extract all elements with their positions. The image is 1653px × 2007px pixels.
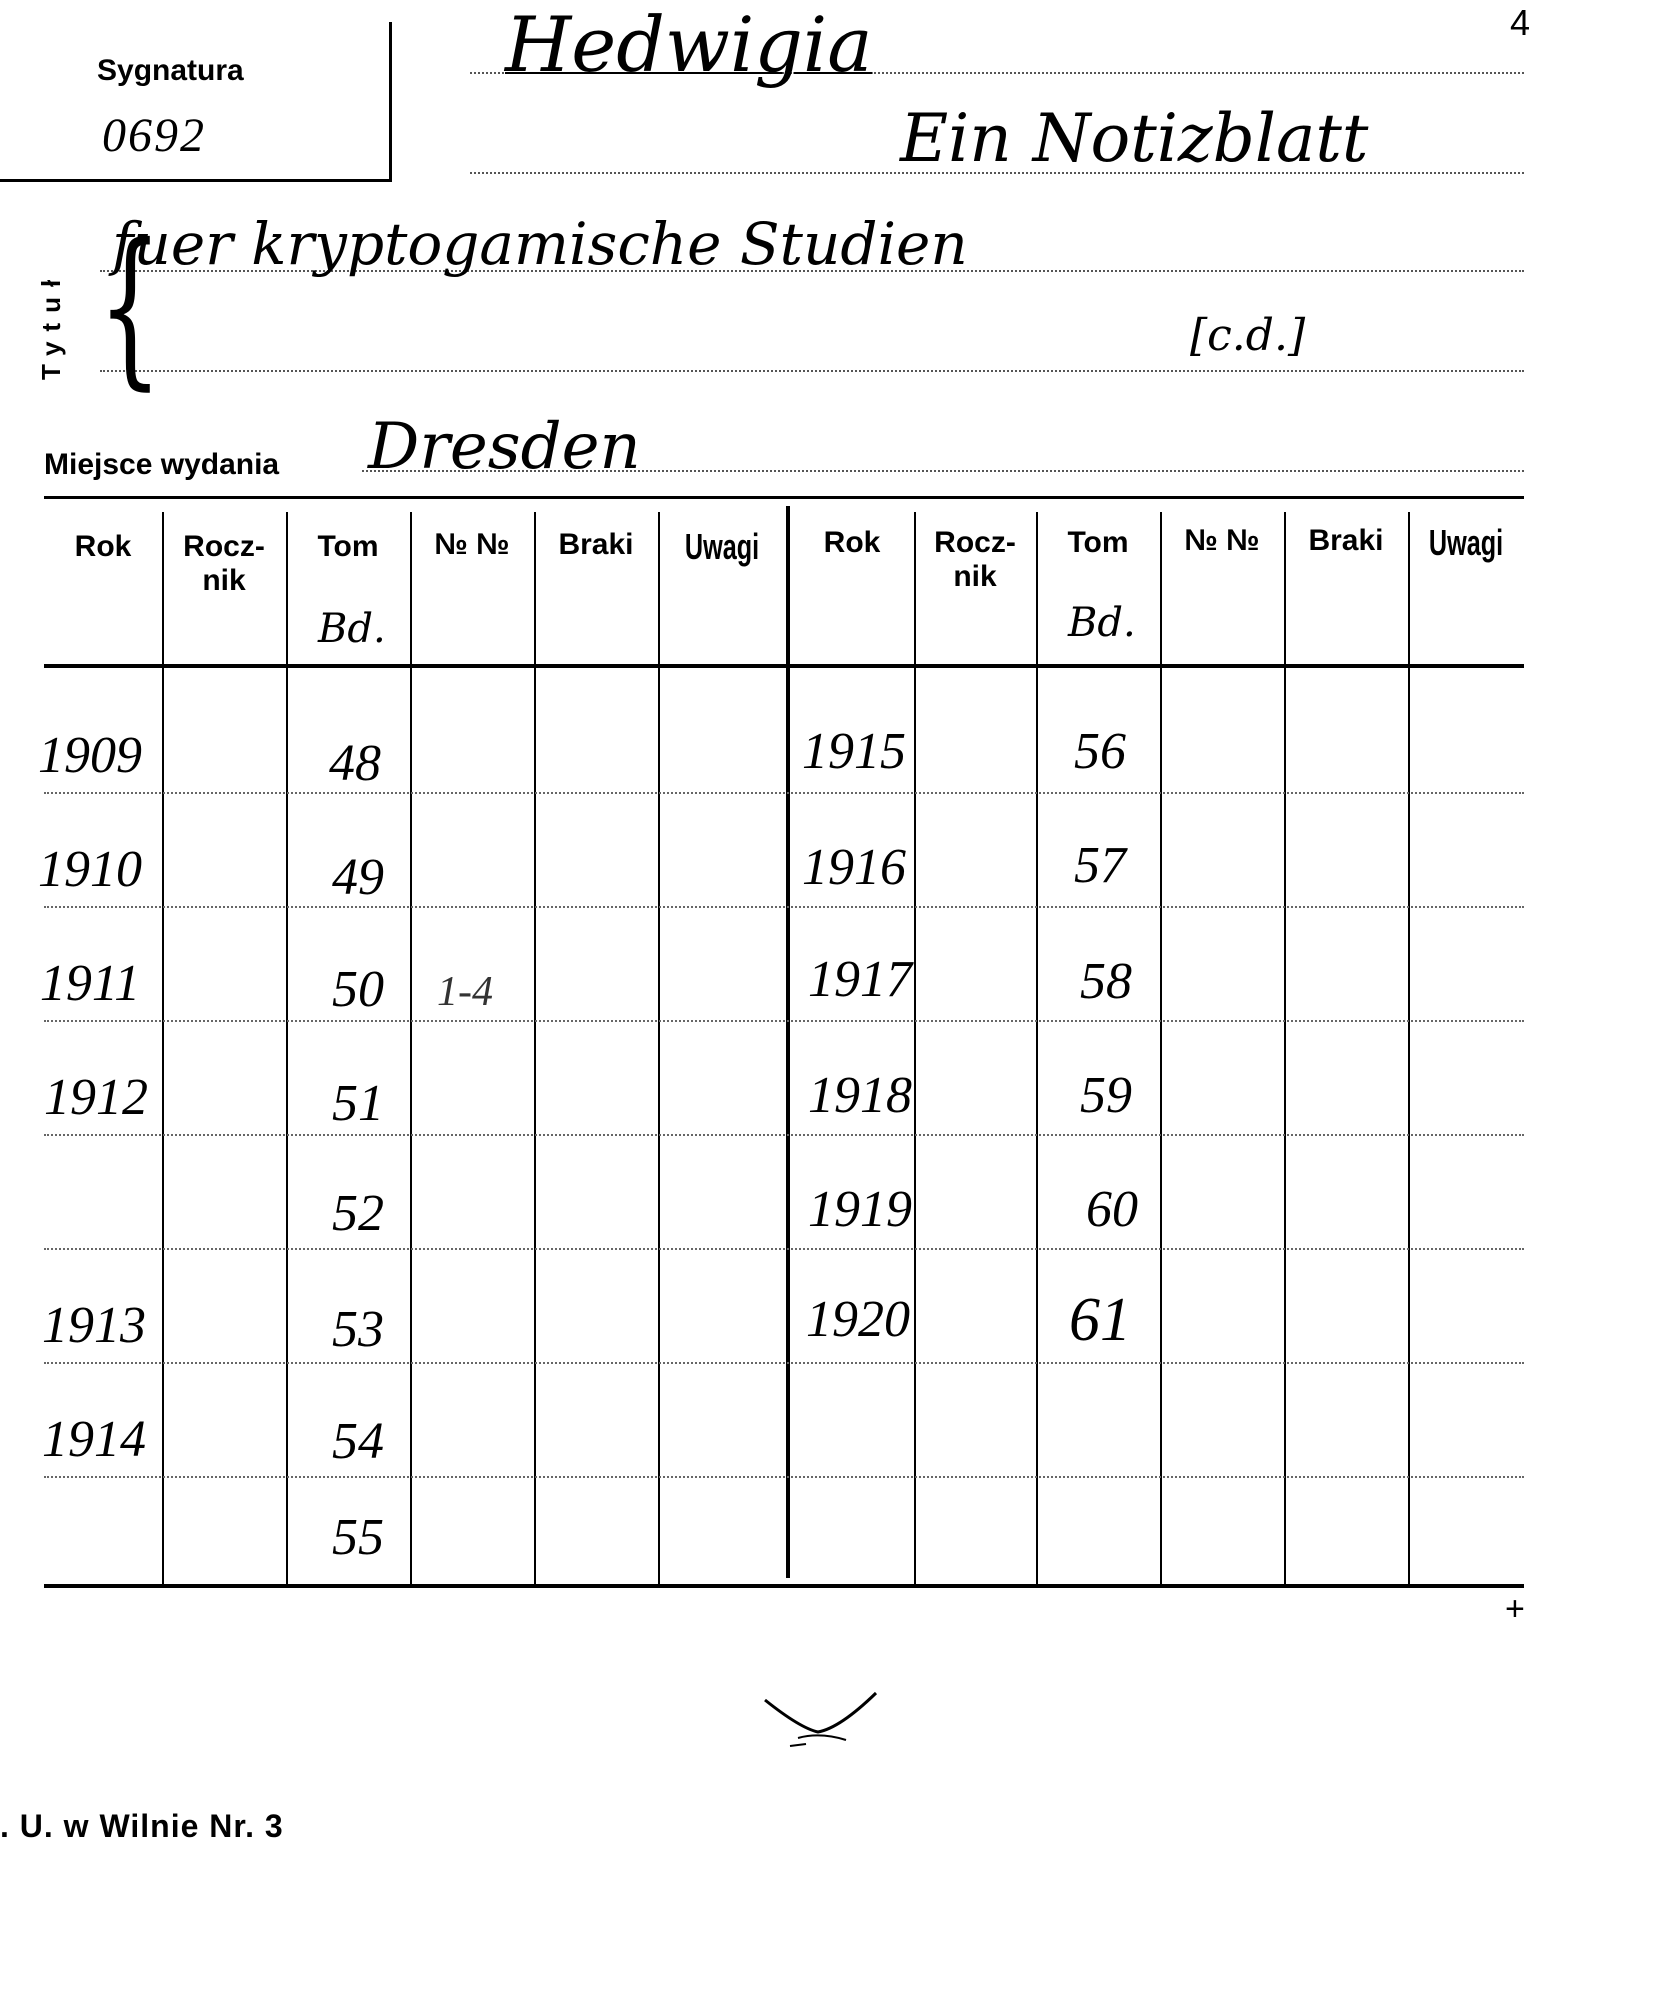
- header-uwagi-right: Uwagi: [1428, 522, 1504, 563]
- left-row-4-tom: 51: [332, 1075, 384, 1132]
- header-rok-right: Rok: [823, 526, 881, 559]
- right-row-3-rok: 1917: [808, 951, 912, 1008]
- signature-label: Sygnatura: [97, 54, 244, 87]
- left-row-5-tom: 52: [332, 1185, 384, 1242]
- title-subtitle-line1: Ein Notizblatt: [900, 100, 1369, 177]
- col-divider: [1036, 512, 1038, 1584]
- place-label: Miejsce wydania: [44, 448, 280, 481]
- signature-value: 0692: [102, 109, 206, 162]
- left-row-7-rok: 1914: [42, 1411, 146, 1468]
- table-top-rule: [44, 496, 1524, 499]
- header-rocznik-right-1: Rocz-: [934, 526, 1016, 559]
- header-numery-right: № №: [1184, 524, 1260, 557]
- row-line: [44, 1476, 1524, 1478]
- col-divider: [286, 512, 288, 1584]
- title-continuation: [c.d.]: [1190, 310, 1306, 361]
- plus-mark: +: [1505, 1590, 1525, 1628]
- right-row-2-rok: 1916: [802, 839, 906, 896]
- header-rok: Rok: [74, 530, 132, 563]
- left-row-2-rok: 1910: [38, 841, 142, 898]
- col-divider: [914, 512, 916, 1584]
- row-line: [44, 1248, 1524, 1250]
- table-header-rule: [44, 664, 1524, 668]
- title-brace: {: [97, 208, 163, 406]
- title-subtitle-line2: fuer kryptogamische Studien: [112, 210, 968, 278]
- title-main: Hedwigia: [505, 0, 873, 89]
- right-row-5-rok: 1919: [808, 1181, 912, 1238]
- ink-flourish: [760, 1688, 880, 1758]
- table-bottom-rule: [44, 1584, 1524, 1588]
- header-braki: Braki: [558, 528, 634, 561]
- left-row-2-tom: 49: [332, 849, 384, 906]
- header-braki-right: Braki: [1308, 524, 1384, 557]
- left-row-3-rok: 1911: [39, 955, 141, 1012]
- right-row-4-rok: 1918: [808, 1067, 912, 1124]
- header-rocznik-2: nik: [202, 564, 246, 597]
- header-tom: Tom: [317, 530, 379, 563]
- left-row-1-rok: 1909: [38, 727, 142, 784]
- right-row-2-tom: 57: [1074, 837, 1126, 894]
- right-row-5-tom: 60: [1086, 1181, 1138, 1238]
- corner-mark: 4: [1510, 2, 1531, 43]
- right-row-3-tom: 58: [1080, 953, 1132, 1010]
- header-bd: Bd.: [318, 606, 386, 652]
- left-row-1-tom: 48: [329, 735, 381, 792]
- left-row-8-tom: 55: [332, 1509, 384, 1566]
- left-row-3-nr: 1-4: [437, 969, 493, 1015]
- col-divider: [1160, 512, 1162, 1584]
- title-label: Tytuł: [36, 269, 66, 380]
- header-tom-right: Tom: [1067, 526, 1129, 559]
- left-row-7-tom: 54: [332, 1413, 384, 1470]
- row-line: [44, 906, 1524, 908]
- header-rocznik-right-2: nik: [953, 560, 997, 593]
- left-row-6-tom: 53: [332, 1301, 384, 1358]
- place-value: Dresden: [368, 410, 641, 484]
- left-row-6-rok: 1913: [42, 1297, 146, 1354]
- right-row-1-tom: 56: [1074, 723, 1126, 780]
- left-row-4-rok: 1912: [44, 1069, 148, 1126]
- header-rocznik-1: Rocz-: [183, 530, 265, 563]
- row-line: [44, 792, 1524, 794]
- col-divider: [1408, 512, 1410, 1584]
- header-bd-right: Bd.: [1068, 600, 1136, 646]
- right-row-6-tom: 61: [1069, 1286, 1131, 1354]
- col-divider: [534, 512, 536, 1584]
- row-line: [44, 1020, 1524, 1022]
- center-divider: [786, 506, 790, 1578]
- left-row-3-tom: 50: [332, 961, 384, 1018]
- footer-text: . U. w Wilnie Nr. 3: [0, 1808, 284, 1844]
- row-line: [44, 1134, 1524, 1136]
- row-line: [44, 1362, 1524, 1364]
- title-line-4: [100, 370, 1524, 372]
- col-divider: [658, 512, 660, 1584]
- right-row-6-rok: 1920: [806, 1291, 910, 1348]
- header-numery: № №: [434, 528, 510, 561]
- col-divider: [1284, 512, 1286, 1584]
- right-row-4-tom: 59: [1080, 1067, 1132, 1124]
- right-row-1-rok: 1915: [802, 723, 906, 780]
- col-divider: [410, 512, 412, 1584]
- header-uwagi: Uwagi: [684, 526, 760, 567]
- col-divider: [162, 512, 164, 1584]
